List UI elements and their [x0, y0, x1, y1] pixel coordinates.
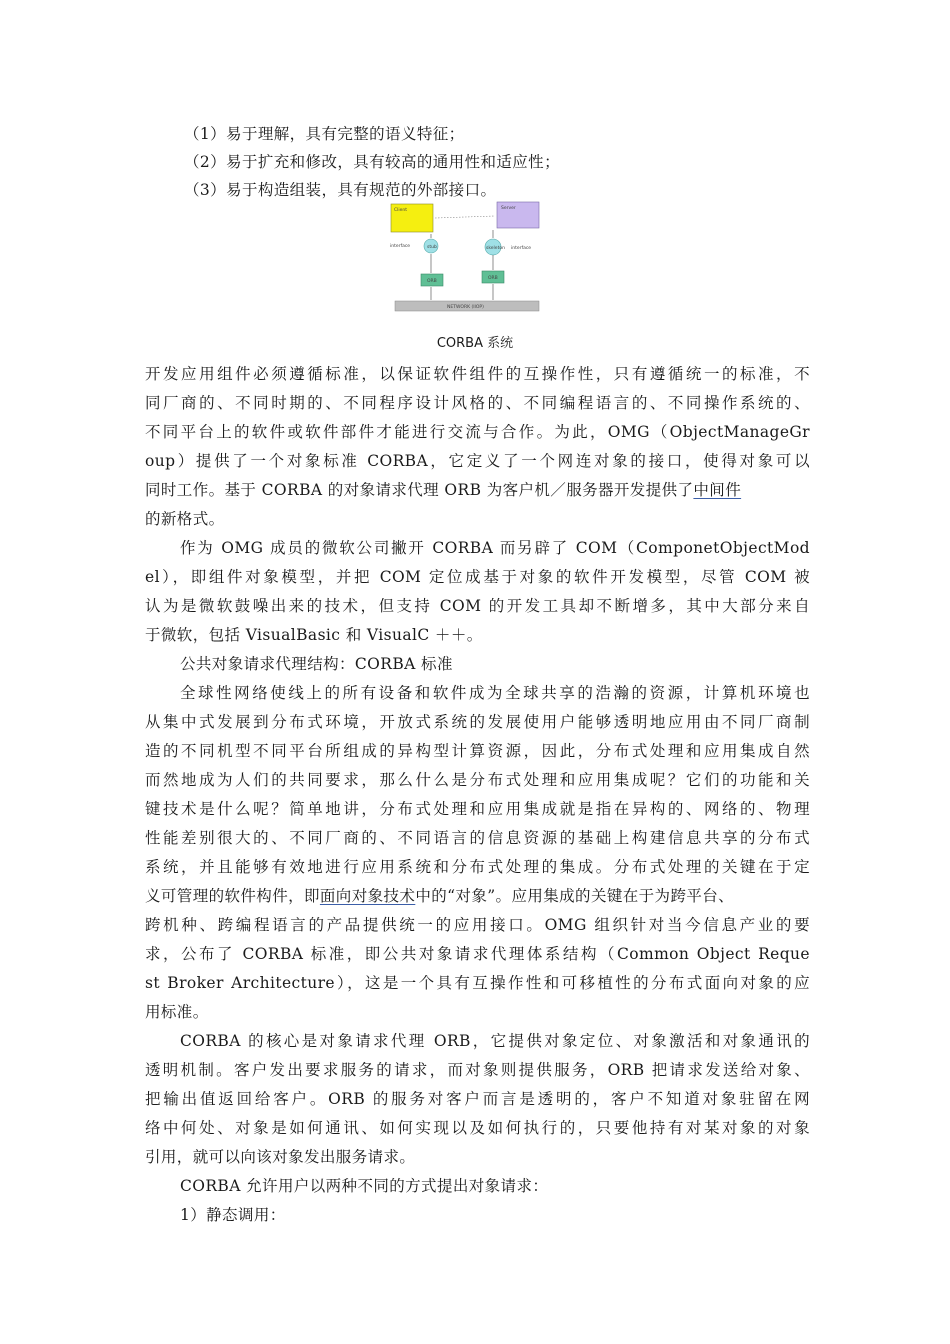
figure-caption: CORBA 系统	[436, 336, 514, 351]
para6-line: 1）静态调用：	[180, 1206, 286, 1224]
para3-line: 而然地成为人们的共同要求，那么什么是分布式处理和应用集成呢？它们的功能和关	[145, 771, 810, 789]
para4-line: 透明机制。客户发出要求服务的请求，而对象则提供服务，ORB 把请求发送给对象、	[145, 1061, 810, 1079]
para2-line: 作为 OMG 成员的微软公司撇开 CORBA 而另辟了 COM（ComponetObjectMod	[180, 539, 810, 557]
para1-text: 同时工作。基于 CORBA 的对象请求代理 ORB 为客户机／服务器开发提供了	[145, 481, 694, 499]
para4-line: 把输出值返回给客户。ORB 的服务对客户而言是透明的，客户不知道对象驻留在网	[145, 1090, 810, 1108]
para1-line: 同厂商的、不同时期的、不同程序设计风格的、不同编程语言的、不同操作系统的、	[145, 394, 810, 412]
para4-line: 络中何处、对象是如何通讯、如何实现以及如何执行的，只要他持有对某对象的对象	[145, 1119, 810, 1137]
para1-line: oup）提供了一个对象标准 CORBA，它定义了一个网连对象的接口，使得对象可以	[145, 452, 810, 470]
para3-text: 中的“对象”。应用集成的关键在于为跨平台、	[415, 887, 735, 905]
section-heading: 公共对象请求代理结构：CORBA 标准	[180, 655, 453, 673]
para3-line: 用标准。	[145, 1003, 209, 1021]
interface-left-label: interface	[390, 244, 411, 249]
para3-line: 键技术是什么呢？简单地讲，分布式处理和应用集成就是指在异构的、网络的、物理	[145, 800, 810, 818]
list-item-2: （2）易于扩充和修改，具有较高的通用性和适应性；	[184, 153, 560, 171]
para3-text: 义可管理的软件构件，即	[145, 887, 320, 905]
orb-left-label: ORB	[427, 279, 437, 284]
network-label: NETWORK (IIOP)	[447, 305, 484, 310]
interface-right-label: interface	[511, 246, 532, 251]
oop-link[interactable]: 面向对象技术	[319, 887, 416, 905]
para1-line: 开发应用组件必须遵循标准，以保证软件组件的互操作性，只有遵循统一的标准，不	[145, 365, 810, 383]
para3-line: 性能差别很大的、不同厂商的、不同语言的信息资源的基础上构建信息共享的分布式	[145, 829, 810, 847]
corba-diagram	[385, 198, 545, 314]
para3-line: st Broker Architecture），这是一个具有互操作性和可移植性的分布式面向对象的应	[145, 974, 810, 992]
para3-line: 求，公布了 CORBA 标准，即公共对象请求代理体系结构（Common Object Reque	[145, 945, 810, 963]
list-item-3: （3）易于构造组装，具有规范的外部接口。	[184, 181, 497, 199]
para3-line: 系统，并且能够有效地进行应用系统和分布式处理的集成。分布式处理的关键在于定	[145, 858, 810, 876]
para1-line: 不同平台上的软件或软件部件才能进行交流与合作。为此，OMG（ObjectManageGr	[145, 423, 810, 441]
para3-line	[145, 886, 810, 906]
middleware-link[interactable]: 中间件	[693, 481, 742, 499]
para2-line: 认为是微软鼓噪出来的技术，但支持 COM 的开发工具却不断增多，其中大部分来自	[145, 597, 810, 615]
client-label: Client	[394, 208, 408, 213]
para3-line: 全球性网络使线上的所有设备和软件成为全球共享的浩瀚的资源，计算机环境也	[180, 684, 810, 702]
para4-line: CORBA 的核心是对象请求代理 ORB，它提供对象定位、对象激活和对象通讯的	[180, 1032, 810, 1050]
server-label: Server	[501, 206, 516, 211]
skeleton-label: skeleton	[486, 246, 505, 251]
para4-line: 引用，就可以向该对象发出服务请求。	[145, 1148, 416, 1166]
para3-line: 从集中式发展到分布式环境，开放式系统的发展使用户能够透明地应用由不同厂商制	[145, 713, 810, 731]
para3-line: 造的不同机型不同平台所组成的异构型计算资源，因此，分布式处理和应用集成自然	[145, 742, 810, 760]
para2-line: el），即组件对象模型，并把 COM 定位成基于对象的软件开发模型，尽管 COM 被	[145, 568, 810, 586]
para5-line: CORBA 允许用户以两种不同的方式提出对象请求：	[180, 1177, 549, 1195]
para1-line: 的新格式。	[145, 510, 225, 528]
para2-line: 于微软，包括 VisualBasic 和 VisualC ＋＋。	[145, 626, 483, 644]
stub-label: stub	[427, 245, 437, 250]
para1-line	[145, 480, 810, 500]
orb-right-label: ORB	[488, 276, 498, 281]
para3-line: 跨机种、跨编程语言的产品提供统一的应用接口。OMG 组织针对当今信息产业的要	[145, 916, 810, 934]
list-item-1: （1）易于理解，具有完整的语义特征；	[184, 125, 465, 143]
